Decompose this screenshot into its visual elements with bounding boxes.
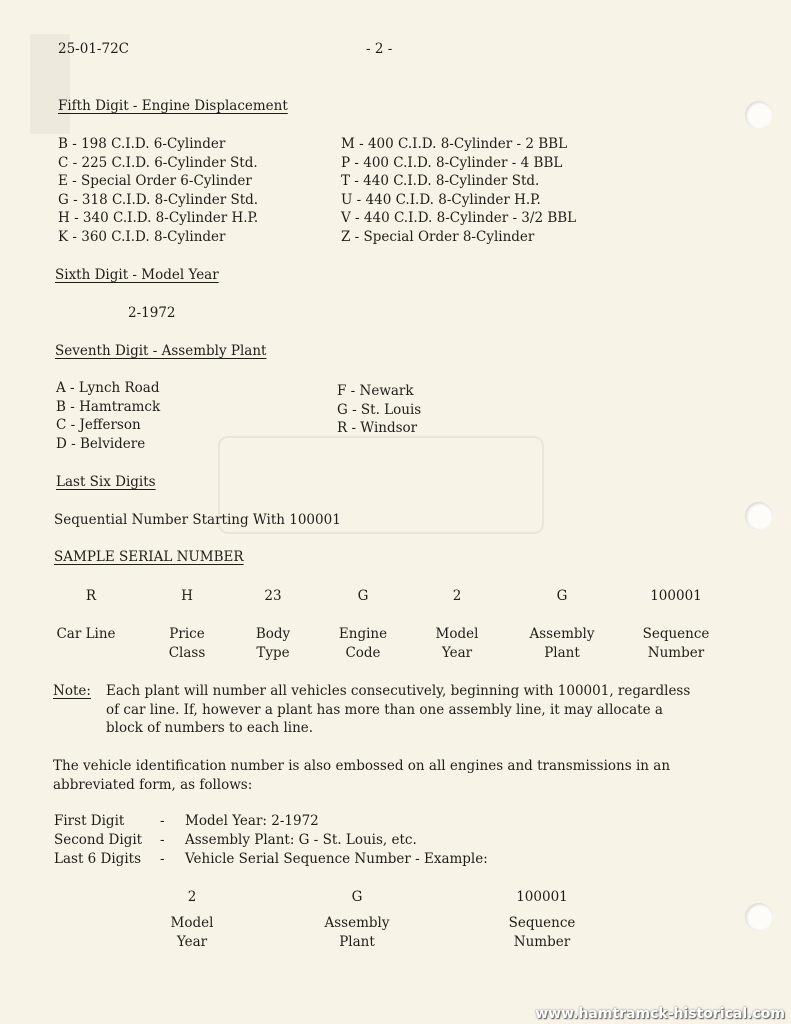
note-line: block of numbers to each line. (106, 720, 314, 737)
fifth-digit-heading: Fifth Digit - Engine Displacement (58, 98, 288, 114)
engine-digit-label: Last 6 Digits (54, 851, 141, 867)
binder-hole-bottom (745, 903, 773, 931)
plant-item: A - Lynch Road (56, 380, 160, 396)
example-col-model-year (137, 888, 247, 952)
engine-digit-dash: - (160, 813, 165, 829)
sample-value: 2 (452, 588, 462, 604)
plant-item: F - Newark (337, 383, 414, 399)
sample-label: Assembly (529, 626, 595, 642)
plant-item: R - Windsor (337, 420, 418, 437)
sample-label: Type (256, 645, 290, 661)
engine-digit-labels (54, 812, 142, 869)
sample-value: R (85, 588, 97, 604)
example-col-assembly-plant (302, 888, 412, 952)
plant-list-left (56, 379, 160, 453)
note-line: Each plant will number all vehicles consecutively, beginning with 100001, regardless (106, 683, 691, 699)
example-label: Assembly (324, 915, 390, 931)
engine-item: E - Special Order 6-Cylinder (58, 173, 252, 190)
sample-label: Plant (544, 645, 580, 661)
sample-value: 23 (264, 588, 282, 604)
sample-label: Sequence (642, 626, 710, 642)
plant-item: C - Jefferson (56, 417, 141, 434)
sample-col-car-line (36, 587, 146, 644)
page-number: - 2 - (366, 41, 393, 57)
engine-item: T - 440 C.I.D. 8-Cylinder Std. (341, 173, 540, 190)
model-year-value: 2-1972 (128, 305, 176, 321)
engine-list-right (341, 135, 576, 247)
last-six-heading: Last Six Digits (56, 474, 156, 490)
embossed-paragraph (53, 757, 670, 794)
engine-digit-dash: - (160, 832, 165, 848)
sample-heading: SAMPLE SERIAL NUMBER (54, 549, 244, 565)
sample-label: Car Line (56, 626, 116, 642)
sample-col-sequence-number (621, 587, 731, 663)
note-text (106, 682, 690, 738)
engine-item: P - 400 C.I.D. 8-Cylinder - 4 BBL (341, 154, 563, 171)
website-watermark: www.hamtramck-historical.com (535, 1006, 785, 1022)
engine-item: G - 318 C.I.D. 8-Cylinder Std. (58, 191, 259, 208)
example-label: Year (176, 934, 208, 950)
engine-item: M - 400 C.I.D. 8-Cylinder - 2 BBL (341, 136, 568, 152)
sample-value: 100001 (650, 588, 702, 604)
example-label: Plant (339, 934, 375, 950)
sample-label: Number (647, 645, 705, 661)
sample-col-model-year (402, 587, 512, 663)
engine-digit-desc: Model Year: 2-1972 (185, 813, 319, 829)
example-value: G (351, 889, 363, 905)
sample-value: G (556, 588, 568, 604)
note-label: Note: (53, 683, 91, 699)
plant-list-right (337, 382, 421, 438)
sample-col-assembly-plant (507, 587, 617, 663)
engine-item: U - 440 C.I.D. 8-Cylinder H.P. (341, 191, 541, 208)
bulletin-code: 25-01-72C (58, 41, 129, 57)
sample-label: Code (345, 645, 381, 661)
sample-value: G (357, 588, 369, 604)
example-value: 100001 (516, 889, 568, 905)
engine-item: Z - Special Order 8-Cylinder (341, 228, 535, 245)
sixth-digit-heading: Sixth Digit - Model Year (55, 267, 219, 283)
sample-label: Class (168, 645, 206, 661)
note-line: of car line. If, however a plant has more than one assembly line, it may allocate a (106, 701, 663, 718)
sample-label: Price (169, 626, 205, 642)
binder-hole-top (745, 101, 773, 129)
engine-item: B - 198 C.I.D. 6-Cylinder (58, 136, 226, 152)
example-label: Model (170, 915, 214, 931)
sample-label: Body (255, 626, 291, 642)
example-label: Sequence (508, 915, 576, 931)
engine-item: H - 340 C.I.D. 8-Cylinder H.P. (58, 210, 259, 227)
sample-label: Engine (338, 626, 388, 642)
engine-digit-dash: - (160, 851, 165, 867)
engine-digit-desc: Vehicle Serial Sequence Number - Example: (185, 851, 488, 867)
embossed-line: abbreviated form, as follows: (53, 776, 253, 793)
engine-digit-descriptions (185, 812, 488, 869)
engine-list-left (58, 135, 258, 247)
example-col-sequence-number (487, 888, 597, 952)
engine-item: K - 360 C.I.D. 8-Cylinder (58, 228, 226, 245)
example-label: Number (513, 934, 571, 950)
plant-item: G - St. Louis (337, 401, 422, 418)
plant-item: D - Belvidere (56, 435, 146, 452)
engine-item: V - 440 C.I.D. 8-Cylinder - 3/2 BBL (341, 210, 577, 227)
example-value: 2 (187, 889, 197, 905)
sample-value: H (181, 588, 193, 604)
engine-digit-label: Second Digit (54, 832, 143, 848)
embossed-line: The vehicle identification number is also embossed on all engines and transmissions in an (53, 758, 671, 774)
engine-digit-label: First Digit (54, 813, 125, 829)
binder-hole-middle (745, 502, 773, 530)
seventh-digit-heading: Seventh Digit - Assembly Plant (55, 343, 267, 359)
plant-item: B - Hamtramck (56, 398, 161, 415)
engine-item: C - 225 C.I.D. 6-Cylinder Std. (58, 154, 258, 171)
sample-label: Model (435, 626, 479, 642)
last-six-text: Sequential Number Starting With 100001 (54, 512, 341, 528)
engine-digit-dashes (160, 812, 165, 869)
engine-digit-desc: Assembly Plant: G - St. Louis, etc. (185, 832, 417, 848)
sample-label: Year (441, 645, 473, 661)
